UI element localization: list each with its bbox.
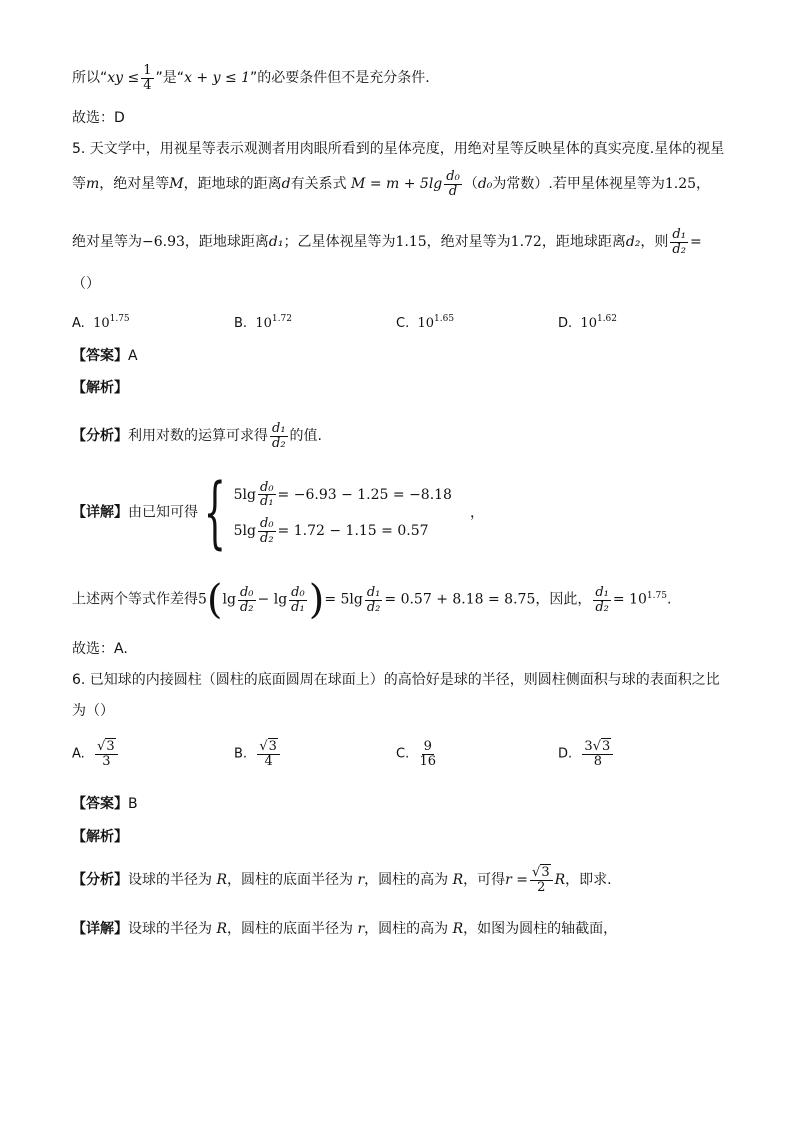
q5-line1: 5. 天文学中，用视星等表示观测者用肉眼所看到的星体亮度，用绝对星等反映星体的真实亮度.星体的视星 [72, 141, 725, 157]
q6-xiangjie: 【详解】设球的半径为 R，圆柱的底面半径为 r，圆柱的高为 R，如图为圆柱的轴截面， [72, 921, 618, 937]
frac-one-quarter: $\frac{1}{4}$ [143, 63, 152, 93]
frac-d1-d2-fenxi: $\frac{\text{d₁}}{\text{d₂}}$ [272, 421, 286, 451]
q5-paren: （） [72, 276, 100, 292]
q5-choice-b[interactable]: B. $10^{1.72}$ [234, 314, 292, 331]
q5-choice-c[interactable]: C. $10^{1.65}$ [396, 314, 455, 331]
q6-answer: 【答案】B [72, 796, 138, 812]
q6-line2: 为（） [72, 703, 114, 719]
q5-choice-a[interactable]: A. $10^{1.75}$ [72, 314, 130, 331]
q5-choice-d[interactable]: D. $10^{1.62}$ [558, 314, 618, 331]
q6-choice-a[interactable]: A. $\frac{√3}{3}$ [72, 740, 120, 768]
math-ineq-xy: xy ≤ [107, 70, 140, 87]
math-ineq-xplusy: x + y ≤ 1 [184, 70, 251, 87]
frac-d1-d2: $\frac{\text{d₁}}{\text{d₂}}$ [672, 227, 686, 257]
q6-choice-d[interactable]: D. $\frac{3√3}{8}$ [558, 740, 615, 768]
q5-xiangjie: 【详解】由已知可得{ 5lg $\frac{\text{d₀}}{\text{d₁}}$ = −6.93 − 1.25 = −8.18 5lg $\frac{\text{d₀}}{\text{d₂}}$ = 1.72 − 1.15 = 0.57 ， [72, 468, 484, 558]
q5-diff-line: 上述两个等式作差得5(lg $\frac{\text{d₀}}{\text{d₂}}$ − lg $\frac{\text{d₀}}{\text{d₁}}$ )= 5lg $\frac{\text{d₁}}{\text{d₂}}$ = 0.57 + 8.18 = 8.75，因此， $\frac{\text{d₁}}{\text{d₂}}$ = $10^{1.75}$. [72, 577, 672, 623]
q5-line2: 等m，绝对星等M，距地球的距离d有关系式 M = m + 5lg $\frac{\text{d₀}}{d}$ （d₀为常数）.若甲星体视星等为1.25， [72, 169, 711, 199]
intro-line [72, 64, 430, 92]
q5-guxuan: 故选：A. [72, 641, 128, 657]
q5-jiexi: 【解析】 [72, 380, 128, 396]
q6-line1: 6. 已知球的内接圆柱（圆柱的底面圆周在球面上）的高恰好是球的半径，则圆柱侧面积与球的表面积之比 [72, 672, 720, 688]
q6-choice-b[interactable]: B. $\frac{√3}{4}$ [234, 740, 282, 768]
q6-fenxi: 【分析】设球的半径为 R，圆柱的底面半径为 r，圆柱的高为 R，可得r = $\frac{√3}{2}$ R，即求. [72, 865, 612, 895]
intro-text-suffix: ”的必要条件但不是充分条件. [250, 70, 430, 87]
q6-choice-c[interactable]: C. $\frac{9}{16}$ [396, 739, 437, 769]
intro-text-mid: ”是“ [155, 70, 185, 87]
q5-line3: 绝对星等为−6.93，距地球距离d₁；乙星体视星等为1.15，绝对星等为1.72，距地球距离d₂，则 $\frac{\text{d₁}}{\text{d₂}}$ = [72, 227, 702, 257]
q5-fenxi: 【分析】利用对数的运算可求得 $\frac{\text{d₁}}{\text{d₂}}$ 的值. [72, 421, 322, 451]
magnitude-formula: M = m + 5lg [351, 176, 443, 193]
answer-prev: 故选：D [72, 110, 125, 126]
q5-answer: 【答案】A [72, 348, 138, 364]
intro-text: 所以“ [72, 70, 108, 87]
left-brace: { [203, 468, 226, 558]
equation-system: 5lg $\frac{\text{d₀}}{\text{d₁}}$ = −6.93 − 1.25 = −8.18 5lg $\frac{\text{d₀}}{\text{d₂}}$ = 1.72 − 1.15 = 0.57 [233, 479, 452, 546]
q6-jiexi: 【解析】 [72, 829, 128, 845]
frac-d0-d: $\frac{\text{d₀}}{d}$ [446, 169, 460, 199]
